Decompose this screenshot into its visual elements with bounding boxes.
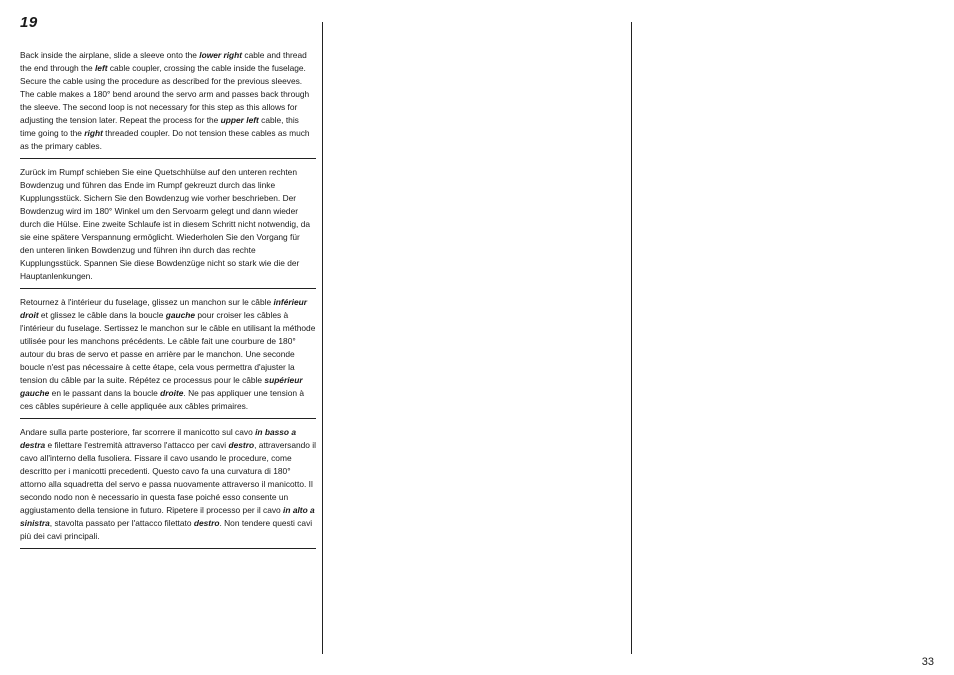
instruction-block-german bbox=[20, 164, 316, 289]
emphasis-lower-right: lower right bbox=[199, 50, 243, 60]
instruction-block-english bbox=[20, 47, 316, 159]
emphasis-upper-left: upper left bbox=[220, 115, 259, 125]
emphasis-gauche: gauche bbox=[165, 310, 196, 320]
text-segment: pour croiser les câbles à l'intérieur du fuselage. Sertissez le manchon sur le câble en utilisant la méthode utilisée pour les manchons précédents. Le câble fait une courbure de 180° autour du bras de servo et passe en arrière par le manchon. Une seconde boucle n'est pas nécessaire à cette étape, cela vous permettra d'ajuster la tension du câble par la suite. Répétez ce processus pour le câble bbox=[20, 310, 316, 385]
emphasis-superieur-gauche: supérieur gauche bbox=[20, 375, 303, 398]
instruction-text-english bbox=[20, 49, 316, 153]
instruction-text-italian bbox=[20, 426, 316, 543]
emphasis-destro: destro bbox=[228, 440, 255, 450]
text-segment: e filettare l'estremità attraverso l'attacco per cavi bbox=[45, 440, 229, 450]
text-segment: , attraversando il cavo all'interno della fusoliera. Fissare il cavo usando le procedure, come descritto per i manicotti precedenti. Questo cavo fa una curvatura di 180° attorno alla squadretta del servo e passa nuovamente attraverso il manicotto. Il secondo nodo non è necessario in questa fase poiché esso consente un aggiustamento della tensione in futuro. Ripetere il processo per il cavo bbox=[20, 440, 317, 515]
emphasis-in-alto-a-sinistra: in alto a sinistra bbox=[20, 505, 315, 528]
text-segment: en le passant dans la boucle bbox=[49, 388, 161, 398]
text-segment: . Ne pas appliquer une tension à ces câbles supérieure à celle appliquée aux câbles primaires. bbox=[20, 388, 305, 411]
instruction-block-italian bbox=[20, 424, 316, 549]
text-segment: cable coupler, crossing the cable inside the fuselage. Secure the cable using the procedure as described for the previous sleeves. The cable makes a 180° bend around the servo arm and passes back through the sleeve. The second loop is not necessary for this step as this allows for adjusting the tension later. Repeat the process for the bbox=[20, 63, 310, 125]
text-segment: et glissez le câble dans la boucle bbox=[38, 310, 166, 320]
text-segment: Back inside the airplane, slide a sleeve onto the bbox=[20, 50, 200, 60]
emphasis-inferieur-droit: inférieur droit bbox=[20, 297, 307, 320]
instruction-column bbox=[20, 47, 316, 554]
emphasis-droite: droite bbox=[160, 388, 184, 398]
instruction-text-german bbox=[20, 166, 316, 283]
emphasis-left: left bbox=[94, 63, 108, 73]
emphasis-right: right bbox=[84, 128, 103, 138]
text-segment: cable and thread the end through the bbox=[20, 50, 307, 73]
column-divider-left bbox=[322, 22, 323, 654]
emphasis-destro: destro bbox=[193, 518, 220, 528]
step-number: 19 bbox=[20, 14, 38, 31]
column-divider-right bbox=[631, 22, 632, 654]
text-segment: , stavolta passato per l'attacco filettato bbox=[49, 518, 194, 528]
instruction-text-french bbox=[20, 296, 316, 413]
text-segment: Zurück im Rumpf schieben Sie eine Quetschhülse auf den unteren rechten Bowdenzug und führen das Ende im Rumpf gekreuzt durch das linke Kupplungsstück. Sichern Sie den Bowdenzug wie vorher beschrieben. Der Bowdenzug wird im 180° Winkel um den Servoarm gelegt und dann wieder durch die Hülse. Eine zweite Schlaufe ist in diesem Schritt nicht notwendig, da sie eine spätere Verspannung ermöglicht. Wiederholen Sie den Vorgang für den unteren linken Bowdenzug und führen ihn durch das rechte Kupplungsstück. Spannen Sie diese Bowdenzüge nicht so stark wie die der Hauptanlenkungen. bbox=[20, 167, 311, 281]
text-segment: . Non tendere questi cavi più dei cavi principali. bbox=[20, 518, 313, 541]
text-segment: Retournez à l'intérieur du fuselage, glissez un manchon sur le câble bbox=[20, 297, 274, 307]
emphasis-in-basso-a-destra: in basso a destra bbox=[20, 427, 297, 450]
instruction-block-french bbox=[20, 294, 316, 419]
text-segment: threaded coupler. Do not tension these cables as much as the primary cables. bbox=[20, 128, 310, 151]
text-segment: cable, this time going to the bbox=[20, 115, 299, 138]
page-number: 33 bbox=[921, 656, 934, 668]
text-segment: Andare sulla parte posteriore, far scorrere il manicotto sul cavo bbox=[20, 427, 256, 437]
